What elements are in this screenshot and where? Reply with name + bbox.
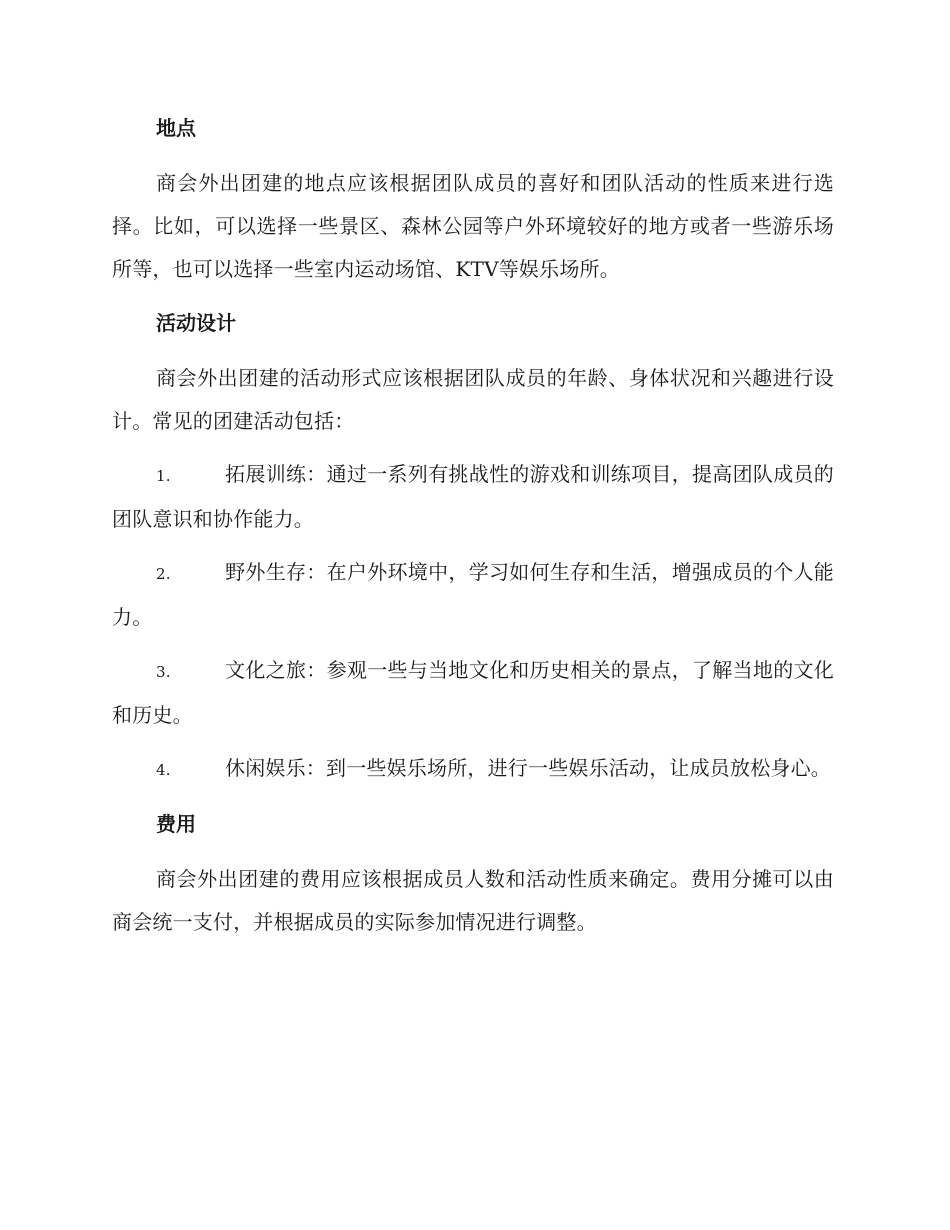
cost-paragraph: 商会外出团建的费用应该根据成员人数和活动性质来确定。费用分摊可以由商会统一支付，并根据成员的实际参加情况进行调整。 — [112, 867, 834, 934]
section-heading-cost: 费用 — [156, 812, 196, 836]
list-number: 1. — [156, 467, 171, 485]
list-item-text: 休闲娱乐：到一些娱乐场所，进行一些娱乐活动，让成员放松身心。 — [225, 756, 831, 780]
section-heading-location: 地点 — [156, 116, 196, 140]
list-item — [112, 551, 834, 639]
list-item-text: 拓展训练：通过一系列有挑战性的游戏和训练项目，提高团队成员的团队意识和协作能力。 — [112, 462, 834, 531]
list-item-text: 野外生存：在户外环境中，学习如何生存和生活，增强成员的个人能力。 — [112, 560, 834, 629]
list-item — [112, 747, 834, 792]
list-item-text: 文化之旅：参观一些与当地文化和历史相关的景点，了解当地的文化和历史。 — [112, 658, 834, 727]
list-number: 4. — [156, 761, 171, 779]
location-paragraph: 商会外出团建的地点应该根据团队成员的喜好和团队活动的性质来进行选择。比如，可以选择一些景区、森林公园等户外环境较好的地方或者一些游乐场所等，也可以选择一些室内运动场馆、KTV等娱乐场所。 — [112, 171, 834, 281]
list-item — [112, 453, 834, 541]
list-number: 2. — [156, 565, 171, 583]
list-number: 3. — [156, 663, 171, 681]
activity-intro-paragraph: 商会外出团建的活动形式应该根据团队成员的年龄、身体状况和兴趣进行设计。常见的团建活动包括： — [112, 366, 834, 433]
section-heading-activity-design: 活动设计 — [156, 311, 236, 335]
document-page — [112, 108, 834, 954]
list-item — [112, 649, 834, 737]
